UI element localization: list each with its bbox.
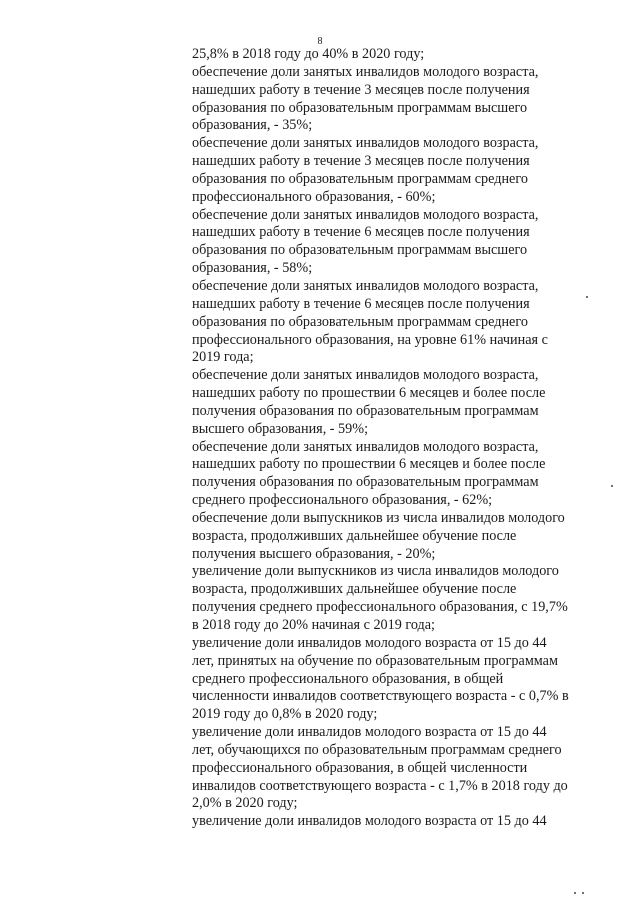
text-line: увеличение доли инвалидов молодого возраста от 15 до 44 xyxy=(192,724,547,741)
text-line: лет, принятых на обучение по образовательным программам xyxy=(192,652,558,669)
text-line: образования, - 35%; xyxy=(192,117,313,134)
text-line: увеличение доли выпускников из числа инвалидов молодого xyxy=(192,563,559,580)
text-line: образования по образовательным программам высшего xyxy=(192,242,528,259)
text-line: образования по образовательным программам среднего xyxy=(192,313,528,330)
page-number: 8 xyxy=(317,36,323,47)
scan-speck xyxy=(574,892,576,894)
text-line: обеспечение доли занятых инвалидов молодого возраста, xyxy=(192,63,539,80)
body-text xyxy=(192,46,612,831)
text-line: среднего профессионального образования, - 62%; xyxy=(192,492,493,509)
scan-speck xyxy=(582,892,584,894)
text-line: нашедших работу по прошествии 6 месяцев и более после xyxy=(192,385,546,402)
text-line: обеспечение доли выпускников из числа инвалидов молодого xyxy=(192,509,565,526)
text-line: получения образования по образовательным программам xyxy=(192,474,539,491)
text-line: 2,0% в 2020 году; xyxy=(192,795,298,812)
text-line: увеличение доли инвалидов молодого возраста от 15 до 44 xyxy=(192,813,547,830)
text-line: нашедших работу в течение 3 месяцев после получения xyxy=(192,153,530,170)
text-line: обеспечение доли занятых инвалидов молодого возраста, xyxy=(192,367,539,384)
text-line: нашедших работу в течение 6 месяцев после получения xyxy=(192,224,530,241)
text-line: обеспечение доли занятых инвалидов молодого возраста, xyxy=(192,438,539,455)
text-line: возраста, продолживших дальнейшее обучение после xyxy=(192,527,517,544)
text-line: нашедших работу в течение 6 месяцев после получения xyxy=(192,295,530,312)
text-line: образования по образовательным программам среднего xyxy=(192,170,528,187)
text-line: профессионального образования, - 60%; xyxy=(192,188,436,205)
text-line: в 2018 году до 20% начиная с 2019 года; xyxy=(192,617,435,633)
text-line: профессионального образования, на уровне 61% начиная с xyxy=(192,331,548,348)
text-line: возраста, продолживших дальнейшее обучение после xyxy=(192,581,517,598)
text-line: нашедших работу в течение 3 месяцев после получения xyxy=(192,81,530,98)
text-line: 2019 года; xyxy=(192,349,254,366)
text-line: лет, обучающихся по образовательным программам среднего xyxy=(192,741,562,758)
text-line: получения высшего образования, - 20%; xyxy=(192,545,436,562)
text-line: обеспечение доли занятых инвалидов молодого возраста, xyxy=(192,206,539,223)
text-line: 25,8% в 2018 году до 40% в 2020 году; xyxy=(192,46,425,62)
text-line: получения среднего профессионального образования, с 19,7% xyxy=(192,599,568,616)
text-line: профессионального образования, в общей численности xyxy=(192,759,528,776)
scan-speck xyxy=(586,296,588,298)
text-line: инвалидов соответствующего возраста - с 1,7% в 2018 году до xyxy=(192,777,568,794)
scan-speck xyxy=(611,485,613,487)
text-line: обеспечение доли занятых инвалидов молодого возраста, xyxy=(192,277,539,294)
text-line: получения образования по образовательным программам xyxy=(192,402,539,419)
text-line: среднего профессионального образования, в общей xyxy=(192,670,504,687)
text-line: образования, - 58%; xyxy=(192,260,313,277)
text-line: высшего образования, - 59%; xyxy=(192,420,369,437)
text-line: нашедших работу по прошествии 6 месяцев и более после xyxy=(192,456,546,473)
text-line: образования по образовательным программам высшего xyxy=(192,99,528,116)
text-line: 2019 году до 0,8% в 2020 году; xyxy=(192,706,378,723)
text-line: увеличение доли инвалидов молодого возраста от 15 до 44 xyxy=(192,634,547,651)
text-line: обеспечение доли занятых инвалидов молодого возраста, xyxy=(192,135,539,152)
text-line: численности инвалидов соответствующего возраста - с 0,7% в xyxy=(192,688,569,705)
